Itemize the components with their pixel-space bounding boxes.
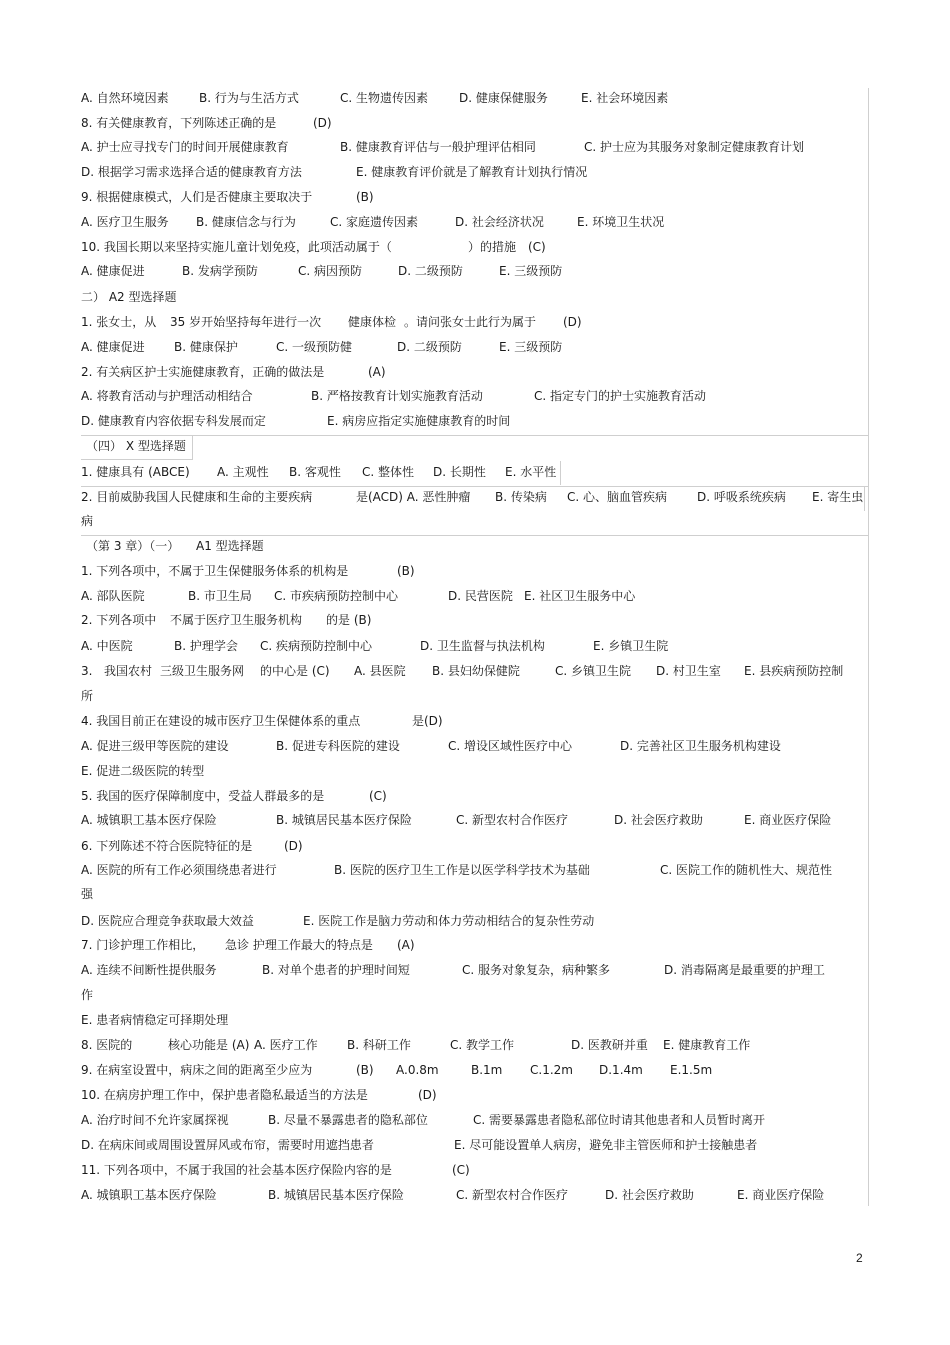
text-segment: B. 县妇幼保健院 [432,664,520,678]
text-segment: (D) [563,315,582,329]
text-segment: C. 乡镇卫生院 [555,664,632,678]
text-segment: C. 市疾病预防控制中心 [274,589,399,603]
text-segment: 1. 张女士，从 [81,315,157,329]
text-segment: E. 促进二级医院的转型 [81,764,205,778]
text-segment: A.0.8m [396,1063,439,1077]
text-segment: B. 尽量不暴露患者的隐私部位 [268,1113,428,1127]
text-segment: (A) [368,365,386,379]
text-segment: E. 健康教育工作 [663,1038,751,1052]
text-segment: (B) [356,1063,374,1077]
text-segment: (C) [369,789,387,803]
section-rule-4 [81,535,869,536]
text-segment: 我国农村 [104,664,153,678]
text-segment: E. 商业医疗保险 [737,1188,825,1202]
text-segment: D. 医教研并重 [571,1038,648,1052]
text-segment: D. 民营医院 [448,589,513,603]
text-segment: C. 病因预防 [298,264,363,278]
text-segment: D. 社会经济状况 [455,215,544,229]
text-segment: A. 自然环境因素 [81,91,169,105]
text-segment: D. 根据学习需求选择合适的健康教育方法 [81,165,302,179]
text-segment: E. 商业医疗保险 [744,813,832,827]
text-segment: 的是 (B) [326,613,372,627]
text-segment: 9. 根据健康模式，人们是否健康主要取决于 [81,190,313,204]
text-segment: 核心功能 [168,1038,217,1052]
text-segment: 10. 在病房护理工作中，保护患者隐私最适当的方法是 [81,1088,368,1102]
text-segment: D.1.4m [599,1063,643,1077]
text-segment: C. 一级预防健 [276,340,353,354]
text-segment: (D) [284,839,303,853]
text-segment: A. 促进三级甲等医院的建设 [81,739,229,753]
text-segment: 2. 下列各项中 [81,613,157,627]
text-segment: B. 护理学会 [174,639,238,653]
section-rule-2 [81,459,193,460]
text-segment: E. 水平性 [505,465,557,479]
text-segment: D. 二级预防 [397,340,462,354]
text-segment: C. 护士应为其服务对象制定健康教育计划 [584,140,805,154]
text-segment: E. 环境卫生状况 [577,215,665,229]
text-segment: D. 完善社区卫生服务机构建设 [620,739,781,753]
text-segment: A. 医疗工作 [254,1038,318,1052]
text-segment: C. 需要暴露患者隐私部位时请其他患者和人员暂时离开 [473,1113,766,1127]
text-segment: D. 社会医疗救助 [605,1188,694,1202]
text-segment: B. 传染病 [495,490,547,504]
text-segment: B. 市卫生局 [188,589,252,603]
text-segment: E. 健康教育评价就是了解教育计划执行情况 [356,165,588,179]
text-segment: 7. 门诊护理工作相比， [81,938,205,952]
text-segment: 4. 我国目前正在建设的城市医疗卫生保健体系的重点 [81,714,361,728]
text-segment: 2. 目前威胁我国人民健康和生命的主要疾病 [81,490,313,504]
text-segment: 10. 我国长期以来坚持实施儿童计划免疫，此项活动属于（ [81,240,392,254]
text-segment: E. 乡镇卫生院 [593,639,669,653]
text-segment: D. 消毒隔离是最重要的护理工 [664,963,825,977]
text-segment: 的中心是 (C) [260,664,330,678]
text-segment: (D) [313,116,332,130]
text-segment: D. 卫生监督与执法机构 [420,639,545,653]
text-segment: D. 医院应合理竞争获取最大效益 [81,914,254,928]
text-segment: C. 心、脑血管疾病 [567,490,668,504]
text-segment: B. 促进专科医院的建设 [276,739,400,753]
text-segment: 强 [81,887,94,901]
text-segment: E. 寄生虫 [812,490,864,504]
text-segment: 1. 健康具有 (ABCE) [81,465,190,479]
text-segment: B.1m [471,1063,503,1077]
text-segment: 6. 下列陈述不符合医院特征的是 [81,839,253,853]
text-segment: 8. 有关健康教育，下列陈述正确的是 [81,116,277,130]
text-segment: 11. 下列各项中，不属于我国的社会基本医疗保险内容的是 [81,1163,392,1177]
text-segment: A. 将教育活动与护理活动相结合 [81,389,253,403]
text-segment: A. 医院的所有工作必须围绕患者进行 [81,863,277,877]
text-segment: 不属于医疗卫生服务机构 [170,613,303,627]
text-segment: A. 健康促进 [81,264,145,278]
section-rule-1 [81,435,869,436]
text-segment: 。请问张女士此行为属于 [404,315,537,329]
text-segment: A. 治疗时间不允许家属探视 [81,1113,229,1127]
text-segment: 二） A2 型选择题 [81,290,177,304]
text-segment: C. 家庭遗传因素 [330,215,419,229]
text-segment: (C) [452,1163,470,1177]
text-segment: E. 医院工作是脑力劳动和体力劳动相结合的复杂性劳动 [303,914,595,928]
text-segment: （四） X 型选择题 [86,439,186,453]
text-segment: C. 生物遗传因素 [340,91,429,105]
text-segment: C. 指定专门的护士实施教育活动 [534,389,707,403]
text-segment: 作 [81,988,94,1002]
text-segment: A. 健康促进 [81,340,145,354]
text-segment: D. 社会医疗救助 [614,813,703,827]
text-segment: 所 [81,689,94,703]
text-segment: B. 城镇居民基本医疗保险 [276,813,412,827]
text-segment: B. 科研工作 [347,1038,411,1052]
text-segment: B. 发病学预防 [182,264,258,278]
right-border-rule [868,88,869,1206]
section-rule-7 [864,487,865,511]
text-segment: A. 护士应寻找专门的时间开展健康教育 [81,140,289,154]
text-segment: ）的措施 [468,240,517,254]
text-segment: C. 新型农村合作医疗 [456,813,569,827]
text-segment: D. 健康教育内容依据专科发展而定 [81,414,266,428]
text-segment: C.1.2m [530,1063,573,1077]
text-segment: A. 城镇职工基本医疗保险 [81,813,217,827]
text-segment: (D) [418,1088,437,1102]
text-segment: A. 连续不间断性提供服务 [81,963,217,977]
text-segment: B. 健康信念与行为 [196,215,296,229]
text-segment: B. 医院的医疗卫生工作是以医学科学技术为基础 [334,863,590,877]
text-segment: E. 病房应指定实施健康教育的时间 [327,414,511,428]
text-segment: C. 增设区域性医疗中心 [448,739,573,753]
page-number: 2 [856,1251,863,1265]
text-segment: A. 部队医院 [81,589,145,603]
text-segment: 3. [81,664,93,678]
text-segment: 9. 在病室设置中，病床之间的距离至少应为 [81,1063,313,1077]
text-segment: D. 村卫生室 [656,664,721,678]
text-segment: E. 患者病情稳定可择期处理 [81,1013,229,1027]
text-segment: D. 长期性 [433,465,486,479]
text-segment: B. 健康保护 [174,340,238,354]
text-segment: (B) [356,190,374,204]
text-segment: D. 在病床间或周围设置屏风或布帘，需要时用遮挡患者 [81,1138,374,1152]
text-segment: 5. 我国的医疗保障制度中，受益人群最多的是 [81,789,325,803]
text-segment: E.1.5m [670,1063,713,1077]
text-segment: E. 三级预防 [499,340,563,354]
text-segment: (A) [397,938,415,952]
text-segment: E. 尽可能设置单人病房，避免非主管医师和护士接触患者 [454,1138,758,1152]
text-segment: C. 医院工作的随机性大、规范性 [660,863,833,877]
text-segment: C. 新型农村合作医疗 [456,1188,569,1202]
text-segment: (B) [397,564,415,578]
text-segment: B. 客观性 [289,465,341,479]
text-segment: E. 社会环境因素 [581,91,669,105]
text-segment: 急诊 护理工作最大的特点是 [225,938,373,952]
text-segment: A. 医疗卫生服务 [81,215,169,229]
text-segment: 2. 有关病区护士实施健康教育，正确的做法是 [81,365,325,379]
section-rule-5 [192,436,193,460]
text-segment: （第 3 章）（一） [86,539,180,553]
text-segment: B. 健康教育评估与一般护理评估相同 [340,140,536,154]
text-segment: A. 城镇职工基本医疗保险 [81,1188,217,1202]
text-segment: 8. 医院的 [81,1038,133,1052]
text-segment: 三级卫生服务网 [160,664,245,678]
text-segment: (C) [528,240,546,254]
text-segment: B. 严格按教育计划实施教育活动 [311,389,483,403]
text-segment: B. 行为与生活方式 [199,91,299,105]
text-segment: C. 教学工作 [450,1038,515,1052]
text-segment: C. 疾病预防控制中心 [260,639,373,653]
text-segment: C. 服务对象复杂，病种繁多 [462,963,611,977]
text-segment: A. 县医院 [354,664,406,678]
section-rule-6 [560,461,561,485]
text-segment: D. 呼吸系统疾病 [697,490,786,504]
text-segment: A. 主观性 [217,465,269,479]
text-segment: B. 对单个患者的护理时间短 [262,963,410,977]
text-segment: 35 岁开始坚持每年进行一次 [170,315,322,329]
text-segment: 健康体检 [348,315,397,329]
text-segment: C. 整体性 [362,465,415,479]
text-segment: E. 三级预防 [499,264,563,278]
text-segment: 是(D) [412,714,443,728]
text-segment: D. 二级预防 [398,264,463,278]
text-segment: E. 社区卫生服务中心 [524,589,636,603]
text-segment: 1. 下列各项中，不属于卫生保健服务体系的机构是 [81,564,349,578]
section-rule-3 [81,486,869,487]
text-segment: E. 县疾病预防控制 [744,664,844,678]
text-segment: B. 城镇居民基本医疗保险 [268,1188,404,1202]
text-segment: A1 型选择题 [196,539,264,553]
text-segment: 病 [81,514,94,528]
text-segment: D. 健康保健服务 [459,91,548,105]
text-segment: 是(ACD) A. 恶性肿瘤 [356,490,471,504]
text-segment: A. 中医院 [81,639,133,653]
text-segment: 是 (A) [216,1038,250,1052]
